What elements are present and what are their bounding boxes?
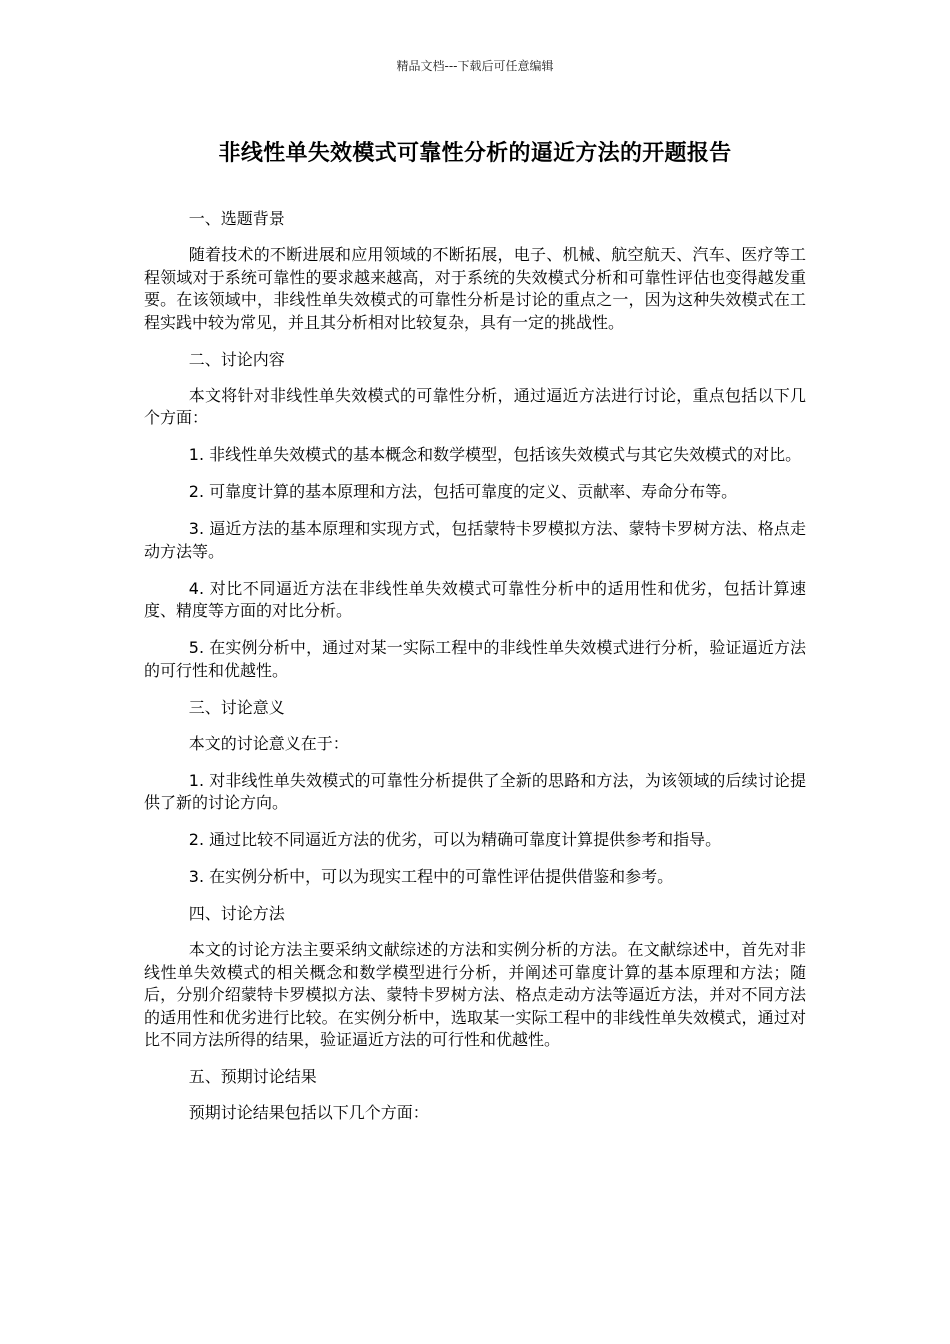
list-item-content-2: 2. 可靠度计算的基本原理和方法，包括可靠度的定义、贡献率、寿命分布等。 (188, 482, 738, 501)
list-item-content-3: 3. 逼近方法的基本原理和实现方式，包括蒙特卡罗模拟方法、蒙特卡罗树方法、格点走动方法等。 (144, 519, 806, 561)
section-heading-method: 四、讨论方法 (188, 904, 285, 923)
list-item-significance-1: 1. 对非线性单失效模式的可靠性分析提供了全新的思路和方法，为该领域的后续讨论提供了新的讨论方向。 (144, 770, 806, 812)
header-note: 精品文档---下载后可任意编辑 (396, 59, 554, 73)
paragraph-significance-intro: 本文的讨论意义在于： (188, 733, 349, 753)
section-heading-significance: 三、讨论意义 (188, 697, 285, 717)
paragraph-method: 本文的讨论方法主要采纳文献综述的方法和实例分析的方法。在文献综述中，首先对非线性单失效模式的相关概念和数学模型进行分析，并阐述可靠度计算的基本原理和方法；随后，分别介绍蒙特卡罗模拟方法、蒙特卡罗树方法、格点走动方法等逼近方法，并对不同方法的适用性和优劣进行比较。在实例分析中，选取某一实际工程中的非线性单失效模式，通过对比不同方法所得的结果，验证逼近方法的可行性和优越性。 (144, 940, 806, 1049)
section-heading-background: 一、选题背景 (188, 209, 285, 228)
section-heading-content: 二、讨论内容 (188, 349, 285, 369)
paragraph-content-intro: 本文将针对非线性单失效模式的可靠性分析，通过逼近方法进行讨论，重点包括以下几个方面： (144, 385, 806, 427)
list-item-significance-3: 3. 在实例分析中，可以为现实工程中的可靠性评估提供借鉴和参考。 (188, 867, 674, 886)
paragraph-expected-results-intro: 预期讨论结果包括以下几个方面： (188, 1103, 429, 1122)
list-item-content-5: 5. 在实例分析中，通过对某一实际工程中的非线性单失效模式进行分析，验证逼近方法的可行性和优越性。 (144, 638, 806, 680)
paragraph-background: 随着技术的不断进展和应用领域的不断拓展，电子、机械、航空航天、汽车、医疗等工程领域对于系统可靠性的要求越来越高，对于系统的失效模式分析和可靠性评估也变得越发重要。在该领域中，非线性单失效模式的可靠性分析是讨论的重点之一，因为这种失效模式在工程实践中较为常见，并且其分析相对比较复杂，具有一定的挑战性。 (144, 245, 806, 332)
document-title: 非线性单失效模式可靠性分析的逼近方法的开题报告 (218, 141, 732, 166)
list-item-significance-2: 2. 通过比较不同逼近方法的优劣，可以为精确可靠度计算提供参考和指导。 (188, 830, 722, 849)
list-item-content-1: 1. 非线性单失效模式的基本概念和数学模型，包括该失效模式与其它失效模式的对比。 (188, 445, 802, 464)
document-body (144, 208, 806, 1139)
section-heading-expected-results: 五、预期讨论结果 (188, 1067, 317, 1086)
list-item-content-4: 4. 对比不同逼近方法在非线性单失效模式可靠性分析中的适用性和优劣，包括计算速度、精度等方面的对比分析。 (144, 578, 806, 620)
